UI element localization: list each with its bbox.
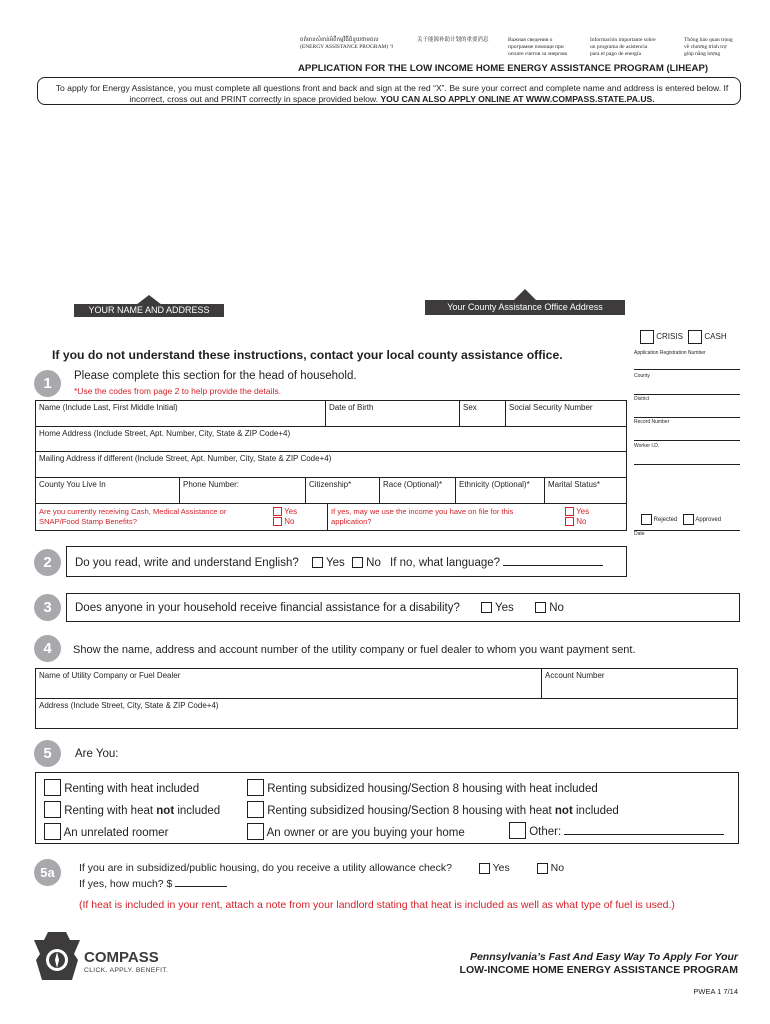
- cash-answer: [270, 504, 328, 530]
- notice-line: un programa de asistencia: [590, 44, 648, 50]
- crisis-checkbox[interactable]: [640, 330, 654, 344]
- section3-content: [75, 602, 564, 614]
- field-label: Application Registration Number: [634, 350, 706, 356]
- option-label: Renting with heat not included: [64, 805, 221, 817]
- field-label: Home Address (Include Street, Apt. Number, City, State & ZIP Code+4): [39, 429, 291, 438]
- notice-khmer: [300, 37, 410, 51]
- allowance-question-row: [79, 862, 564, 874]
- disability-question: Does anyone in your household receive financial assistance for a disability?: [75, 602, 460, 614]
- field-label: Name of Utility Company or Fuel Dealer: [39, 671, 181, 680]
- section1-row-demographics: [35, 477, 627, 503]
- field-label: Sex: [463, 403, 477, 412]
- field-label: Citizenship*: [309, 480, 352, 489]
- approved-label: Approved: [695, 517, 722, 524]
- income-yes-checkbox[interactable]: [565, 507, 574, 516]
- notice-russian: [508, 37, 588, 58]
- no-label: No: [366, 557, 381, 569]
- no-label: No: [576, 517, 587, 526]
- keystone-logo-icon: [34, 932, 80, 980]
- field-label: Name (Include Last, First Middle Initial): [39, 403, 178, 412]
- crisis-label: CRISIS: [656, 332, 683, 342]
- home-address-field[interactable]: [35, 426, 627, 451]
- notice-line: оплате счетов за энергию: [508, 51, 568, 57]
- english-question: Do you read, write and understand English?: [75, 557, 299, 569]
- option-label: An unrelated roomer: [63, 827, 169, 839]
- housing-option: [44, 800, 220, 822]
- county-live-field[interactable]: [36, 478, 180, 503]
- allowance-yes-checkbox[interactable]: [479, 863, 490, 874]
- housing-option: [44, 822, 220, 844]
- field-label: Ethnicity (Optional)*: [459, 480, 530, 489]
- other-checkbox[interactable]: [509, 822, 526, 839]
- phone-field[interactable]: [180, 478, 306, 503]
- cash-label: CASH: [704, 332, 727, 342]
- option-label: Renting subsidized housing/Section 8 housing with heat included: [267, 783, 598, 795]
- field-label: Mailing Address if different (Include Street, Apt. Number, City, State & ZIP Code+4): [39, 454, 332, 463]
- footer-line2: LOW-INCOME HOME ENERGY ASSISTANCE PROGRAM: [459, 964, 738, 976]
- section-number-2: 2: [34, 549, 61, 576]
- allowance-question: If you are in subsidized/public housing, do you receive a utility allowance check?: [79, 862, 452, 874]
- yes-label: Yes: [495, 602, 514, 614]
- no-label: No: [550, 862, 565, 874]
- subsidized-heat-included-checkbox[interactable]: [247, 779, 264, 796]
- rejected-checkbox[interactable]: [641, 514, 652, 525]
- section-number-5a: 5a: [34, 859, 61, 886]
- section5-title: Are You:: [75, 748, 119, 760]
- field-label: District: [634, 396, 650, 402]
- instructions-box: [37, 77, 741, 105]
- county-field[interactable]: [634, 373, 740, 395]
- footer-line1: Pennsylvania’s Fast And Easy Way To Apply For Your: [469, 951, 738, 963]
- account-number-field[interactable]: [542, 669, 738, 698]
- section-number-1: 1: [34, 370, 61, 397]
- allowance-no-checkbox[interactable]: [537, 863, 548, 874]
- notice-line: về chương trình trợ: [684, 44, 727, 50]
- ethnicity-field[interactable]: [456, 478, 545, 503]
- section2-box: [66, 546, 627, 577]
- rejected-label: Rejected: [653, 517, 678, 524]
- dob-field[interactable]: [326, 401, 460, 426]
- heat-included-checkbox[interactable]: [44, 779, 61, 796]
- utility-row: [35, 668, 738, 699]
- your-name-label: YOUR NAME AND ADDRESS: [88, 305, 210, 315]
- rejected-approved: [641, 514, 721, 525]
- contact-notice: If you do not understand these instructions, contact your local county assistance office.: [52, 348, 563, 362]
- roomer-checkbox[interactable]: [44, 823, 61, 840]
- income-no-checkbox[interactable]: [565, 517, 574, 526]
- landlord-note: (If heat is included in your rent, attach a note from your landlord stating that heat is included as well as what type of fuel is used.): [79, 899, 675, 911]
- cash-question: Are you currently receiving Cash, Medical Assistance or SNAP/Food Stamp Benefits?: [39, 507, 227, 526]
- field-label: Race (Optional)*: [383, 480, 443, 489]
- section-number-5: 5: [34, 740, 61, 767]
- heat-not-included-checkbox[interactable]: [44, 801, 61, 818]
- yes-label: Yes: [284, 507, 298, 516]
- utility-company-field[interactable]: [36, 669, 542, 698]
- notice-line: Важная сведения о: [508, 37, 553, 43]
- home-address-cell: [36, 427, 626, 451]
- date-field[interactable]: [634, 530, 740, 540]
- notice-line: Thông báo quan trọng: [684, 37, 733, 43]
- section1-note: *Use the codes from page 2 to help provide the details.: [74, 386, 281, 396]
- utility-address-field[interactable]: [35, 698, 738, 729]
- compass-logo: [34, 932, 184, 980]
- housing-col1: [44, 778, 220, 844]
- application-registration-field[interactable]: [634, 350, 740, 370]
- notice-line: ពត៌មានសំខាន់អំពីកម្មវិធីជំនួយថាមពល: [300, 37, 379, 43]
- section5-box: [35, 772, 739, 844]
- county-office-label: Your County Assistance Office Address: [447, 302, 603, 312]
- record-number-field[interactable]: [634, 419, 740, 441]
- field-label: Date: [634, 531, 645, 537]
- disability-yes-checkbox[interactable]: [481, 602, 492, 613]
- section1-row-name: [35, 400, 627, 426]
- mailing-address-cell: [36, 452, 626, 477]
- subsidized-heat-not-included-checkbox[interactable]: [247, 801, 264, 818]
- other-label: Other:: [529, 826, 562, 838]
- field-label: Address (Include Street, City, State & ZIP Code+4): [39, 701, 219, 710]
- field-label: Account Number: [545, 671, 605, 680]
- language-question: If no, what language?: [390, 557, 501, 569]
- notice-line: giúp năng lượng: [684, 51, 721, 57]
- cash-checkbox[interactable]: [688, 330, 702, 344]
- logo-tagline: CLICK. APPLY. BENEFIT.: [84, 967, 169, 974]
- no-label: No: [284, 517, 295, 526]
- section-number-3: 3: [34, 594, 61, 621]
- field-label: Worker I.D.: [634, 443, 660, 449]
- field-label: County You Live In: [39, 480, 106, 489]
- instructions-text: To apply for Energy Assistance, you must complete all questions front and back and sign at the red “X”. Be sure your correct and complete name and address is entered below. If incorrect, cross out and PRINT correctly in space provided below.: [55, 83, 729, 104]
- citizenship-field[interactable]: [306, 478, 380, 503]
- notice-chinese: [417, 37, 497, 44]
- yes-label: Yes: [576, 507, 590, 516]
- section1-title: Please complete this section for the head of household.: [74, 370, 357, 382]
- form-id: PWEA 1 7/14: [693, 987, 738, 996]
- owner-checkbox[interactable]: [247, 823, 264, 840]
- notice-vietnamese: [684, 37, 754, 58]
- no-label: No: [549, 602, 564, 614]
- field-label: County: [634, 373, 650, 379]
- notice-spanish: [590, 37, 670, 58]
- cash-yes-checkbox[interactable]: [273, 507, 282, 516]
- option-label: An owner or are you buying your home: [266, 827, 465, 839]
- crisis-cash-checks: [640, 330, 727, 344]
- housing-option: [44, 778, 220, 800]
- mailing-address-field[interactable]: [35, 451, 627, 477]
- instructions-online: YOU CAN ALSO APPLY ONLINE AT WWW.COMPASS.STATE.PA.US.: [380, 94, 655, 104]
- form-title: APPLICATION FOR THE LOW INCOME HOME ENERGY ASSISTANCE PROGRAM (LIHEAP): [298, 63, 709, 74]
- option-label: Renting with heat included: [64, 783, 200, 795]
- worker-id-field[interactable]: [634, 443, 740, 465]
- logo-name: COMPASS: [84, 949, 159, 966]
- income-answer: [562, 504, 626, 530]
- housing-option: [247, 800, 619, 822]
- field-label: Date of Birth: [329, 403, 374, 412]
- field-label: Social Security Number: [509, 403, 593, 412]
- allowance-amount-input[interactable]: [175, 877, 227, 887]
- approved-checkbox[interactable]: [683, 514, 694, 525]
- district-field[interactable]: [634, 396, 740, 418]
- notice-line: 关于能源补助计划的重要消息: [417, 37, 489, 43]
- section4-title: Show the name, address and account number of the utility company or fuel dealer to whom you want payment sent.: [73, 644, 636, 656]
- allowance-amount-label: If yes, how much? $: [79, 878, 173, 890]
- your-name-tab: [74, 295, 224, 317]
- county-office-tab: [425, 289, 625, 317]
- notice-line: para el pago de energía: [590, 51, 641, 57]
- yes-label: Yes: [492, 862, 510, 874]
- section1-row-benefits: [35, 503, 627, 531]
- income-question: If yes, may we use the income you have on file for this application?: [331, 507, 514, 526]
- other-option: [509, 822, 724, 839]
- other-input[interactable]: [564, 825, 724, 835]
- english-yes-checkbox[interactable]: [312, 557, 323, 568]
- section3-box: [66, 593, 740, 622]
- section-number-4: 4: [34, 635, 61, 662]
- ssn-field[interactable]: [506, 401, 626, 426]
- section2-content: [75, 556, 603, 569]
- option-label: Renting subsidized housing/Section 8 housing with heat not included: [267, 805, 619, 817]
- name-field[interactable]: [36, 401, 326, 426]
- yes-label: Yes: [325, 557, 345, 569]
- english-no-checkbox[interactable]: [352, 557, 363, 568]
- field-label: Phone Number:: [183, 480, 240, 489]
- field-label: Record Number: [634, 419, 670, 425]
- notice-line: программе помощи при: [508, 44, 564, 50]
- housing-option: [247, 778, 619, 800]
- notice-line: Información importante sobre: [590, 37, 656, 43]
- sex-field[interactable]: [460, 401, 506, 426]
- language-input[interactable]: [503, 556, 603, 566]
- race-field[interactable]: [380, 478, 456, 503]
- cash-no-checkbox[interactable]: [273, 517, 282, 526]
- allowance-amount-row: [79, 877, 227, 890]
- field-label: Marital Status*: [548, 480, 601, 489]
- notice-line: (ENERGY ASSISTANCE PROGRAM) ។: [300, 44, 394, 50]
- disability-no-checkbox[interactable]: [535, 602, 546, 613]
- marital-status-field[interactable]: [545, 478, 626, 503]
